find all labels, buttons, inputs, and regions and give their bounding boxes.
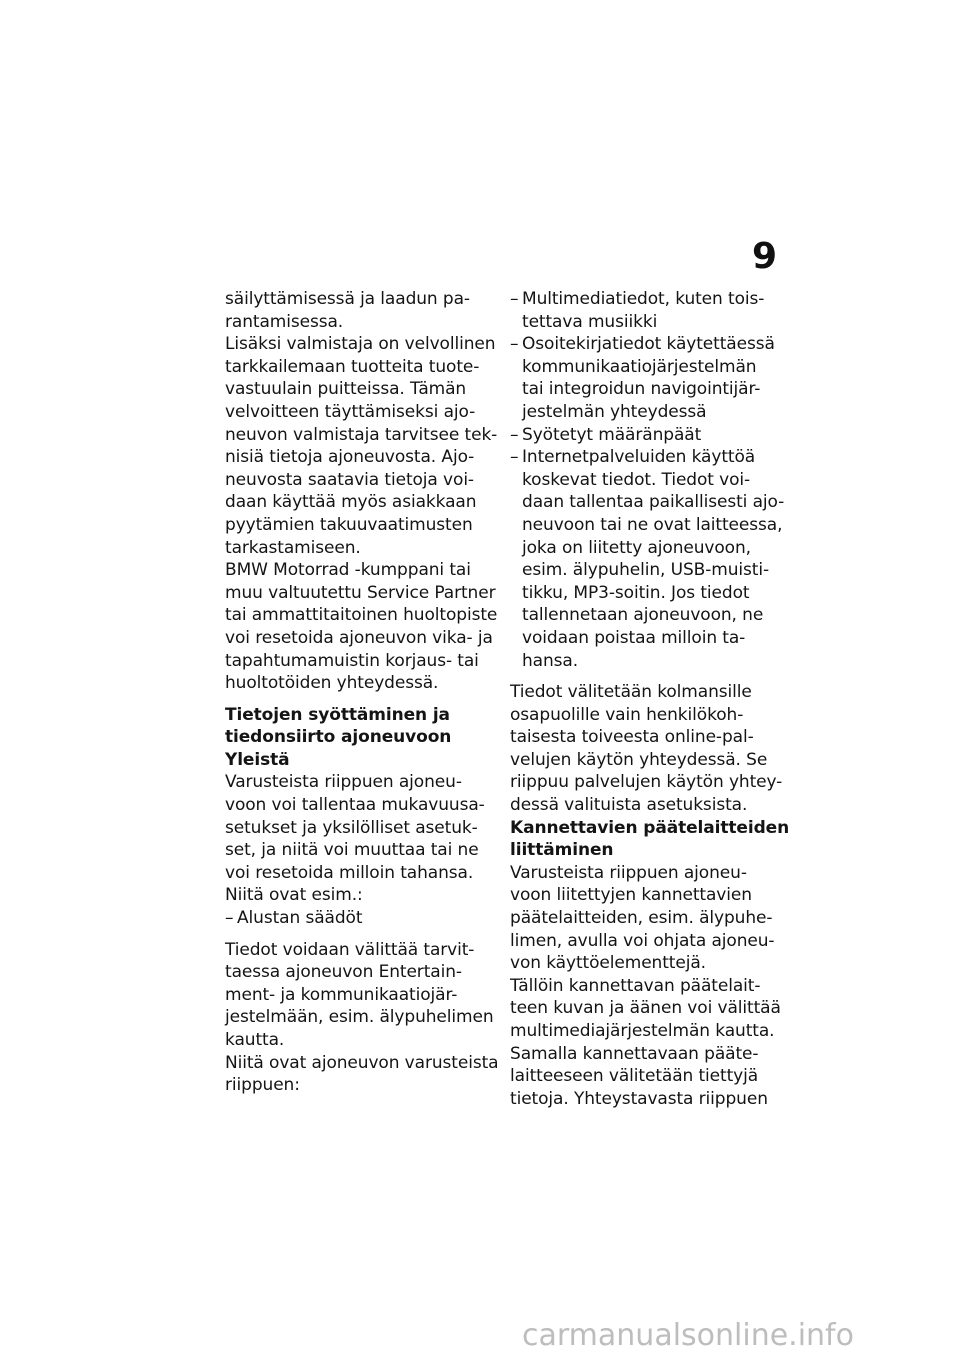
body-paragraph <box>225 771 500 907</box>
text-line: voon liitettyjen kannettavien <box>510 885 752 906</box>
text-line: kautta. <box>225 1030 285 1050</box>
text-line: limen, avulla voi ohjata ajoneu- <box>510 930 775 951</box>
text-line: dessä valituista asetuksista. <box>510 795 748 816</box>
text-line: päätelaitteiden, esim. älypuhe- <box>510 908 773 929</box>
text-line: voi resetoida ajoneuvon vika- ja <box>225 627 493 648</box>
list-bullet: – <box>510 334 519 355</box>
list-item-text: Osoitekirjatiedot käytettäessä <box>522 334 775 355</box>
list-item-text: esim. älypuhelin, USB-muisti- <box>522 560 770 581</box>
text-line: Lisäksi valmistaja on velvollinen <box>225 334 496 355</box>
list-item-text: tallennetaan ajoneuvoon, ne <box>522 605 764 626</box>
heading-line: Tietojen syöttäminen ja <box>225 704 450 725</box>
text-line: tietoja. Yhteystavasta riippuen <box>510 1088 768 1109</box>
text-line: Niitä ovat esim.: <box>225 885 363 906</box>
heading-line: tiedonsiirto ajoneuvoon <box>225 727 452 748</box>
list-item-text: Syötetyt määränpäät <box>522 424 702 445</box>
text-line: vastuulain puitteissa. Tämän <box>225 379 467 400</box>
text-line: Varusteista riippuen ajoneu- <box>225 772 462 793</box>
text-line: multimediajärjestelmän kautta. <box>510 1021 775 1041</box>
list-item-text: koskevat tiedot. Tiedot voi- <box>522 469 751 490</box>
body-paragraph <box>510 681 794 817</box>
list-item-text: kommunikaatiojärjestelmän <box>522 356 757 377</box>
text-line: voi resetoida milloin tahansa. <box>225 862 474 883</box>
list-item-text: joka on liitetty ajoneuvoon, <box>522 537 751 558</box>
list-item <box>510 333 794 423</box>
text-line: BMW Motorrad -kumppani tai <box>225 560 471 581</box>
list-item-text: tikku, MP3-soitin. Jos tiedot <box>522 582 750 603</box>
list-item <box>510 446 794 672</box>
heading-line: liittäminen <box>510 840 614 861</box>
list-bullet: – <box>510 447 519 468</box>
section-heading <box>510 817 794 862</box>
left-column <box>225 288 500 1097</box>
text-line: tarkkailemaan tuotteita tuote- <box>225 356 480 377</box>
list-item <box>510 424 794 447</box>
text-line: tarkastamiseen. <box>225 537 361 558</box>
body-paragraph <box>510 862 794 1111</box>
text-line: neuvon valmistaja tarvitsee tek- <box>225 424 498 445</box>
text-line: pyytämien takuuvaatimusten <box>225 514 473 535</box>
list-item <box>225 907 500 930</box>
list-item-text: daan tallentaa paikallisesti ajo- <box>522 492 785 513</box>
text-line: säilyttämisessä ja laadun pa- <box>225 289 470 309</box>
text-line: Tiedot voidaan välittää tarvit- <box>225 939 475 960</box>
text-line: velujen käytön yhteydessä. Se <box>510 749 768 770</box>
subheading: Yleistä <box>225 749 290 770</box>
section-heading <box>225 704 500 749</box>
text-line: velvoitteen täyttämiseksi ajo- <box>225 401 476 422</box>
text-line: ment- ja kommunikaatiojär- <box>225 984 458 1005</box>
list-item-text: hansa. <box>522 650 579 671</box>
text-line: setukset ja yksilölliset asetuk- <box>225 817 478 838</box>
text-line: Tiedot välitetään kolmansille <box>510 682 752 703</box>
text-line: rantamisessa. <box>225 311 344 332</box>
list-bullet: – <box>225 908 234 929</box>
watermark: carmanualsonline.info <box>522 1318 854 1353</box>
text-line: neuvosta saatavia tietoja voi- <box>225 469 474 490</box>
body-paragraph <box>225 939 500 1097</box>
list-item-text: voidaan poistaa milloin ta- <box>522 627 746 648</box>
list-item <box>510 288 794 333</box>
text-line: riippuu palvelujen käytön yhtey- <box>510 772 783 793</box>
page-number: 9 <box>752 236 778 277</box>
text-line: taisesta toiveesta online-pal- <box>510 727 754 748</box>
list-item-text: Multimediatiedot, kuten tois- <box>522 289 765 309</box>
list-item-text: tai integroidun navigointijär- <box>522 379 761 400</box>
text-line: daan käyttää myös asiakkaan <box>225 492 477 513</box>
text-line: tai ammattitaitoinen huoltopiste <box>225 605 498 626</box>
text-line: voon voi tallentaa mukavuusa- <box>225 795 485 816</box>
text-line: osapuolille vain henkilökoh- <box>510 704 744 725</box>
text-line: riippuen: <box>225 1075 300 1096</box>
text-line: laitteeseen välitetään tiettyjä <box>510 1066 759 1087</box>
text-line: Samalla kannettavaan pääte- <box>510 1043 759 1064</box>
text-line: huoltotöiden yhteydessä. <box>225 673 439 694</box>
right-column <box>510 288 794 1110</box>
text-line: jestelmään, esim. älypuhelimen <box>225 1007 494 1028</box>
list-bullet: – <box>510 289 519 309</box>
text-line: set, ja niitä voi muuttaa tai ne <box>225 840 479 861</box>
text-line: taessa ajoneuvon Entertain- <box>225 962 462 983</box>
list-item-text: Internetpalveluiden käyttöä <box>522 447 756 468</box>
text-line: tapahtumamuistin korjaus- tai <box>225 650 479 671</box>
list-item-text: Alustan säädöt <box>237 908 363 929</box>
text-line: teen kuvan ja äänen voi välittää <box>510 998 781 1019</box>
list-item-text: jestelmän yhteydessä <box>522 401 707 422</box>
text-line: von käyttöelementtejä. <box>510 953 706 974</box>
intro-paragraph <box>225 288 500 695</box>
list-bullet: – <box>510 424 519 445</box>
list-item-text: neuvoon tai ne ovat laitteessa, <box>522 514 783 535</box>
text-line: Varusteista riippuen ajoneu- <box>510 862 747 883</box>
text-line: Niitä ovat ajoneuvon varusteista <box>225 1052 499 1073</box>
text-line: muu valtuutettu Service Partner <box>225 582 496 603</box>
text-line: Tällöin kannettavan päätelait- <box>510 975 761 996</box>
text-line: nisiä tietoja ajoneuvosta. Ajo- <box>225 447 475 468</box>
heading-line: Kannettavien päätelaitteiden <box>510 817 790 838</box>
list-item-text: tettava musiikki <box>522 311 658 332</box>
